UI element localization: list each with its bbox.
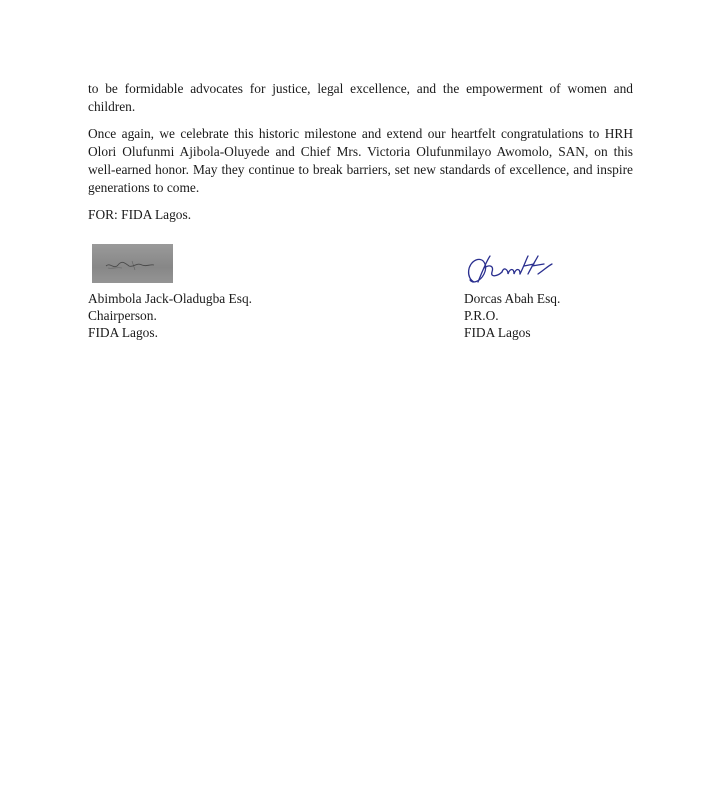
pro-organization: FIDA Lagos <box>464 325 531 340</box>
chairperson-title: Chairperson. <box>88 308 157 323</box>
pro-name: Dorcas Abah Esq. <box>464 291 561 306</box>
sign-off-line: FOR: FIDA Lagos. <box>88 207 192 222</box>
chairperson-name: Abimbola Jack-Oladugba Esq. <box>88 291 252 306</box>
body-paragraph-congratulations: Once again, we celebrate this historic milestone and extend our heartfelt congratulations to HRH Olori Olufunmi Ajibola-Oluyede and Chief Mrs. Victoria Olufunmilayo Awomolo, SAN, on this well-earned honor. May they continue to break barriers, set new standards of excellence, and inspire generations to come. <box>88 126 633 195</box>
pro-signature-image <box>464 252 558 288</box>
pro-title: P.R.O. <box>464 308 499 323</box>
chairperson-signature-block <box>88 290 252 341</box>
pro-signature-block <box>464 290 560 341</box>
body-paragraph-closing: to be formidable advocates for justice, legal excellence, and the empowerment of women and children. <box>88 81 633 114</box>
chairperson-signature-image <box>92 244 173 283</box>
chairperson-organization: FIDA Lagos. <box>88 325 158 340</box>
